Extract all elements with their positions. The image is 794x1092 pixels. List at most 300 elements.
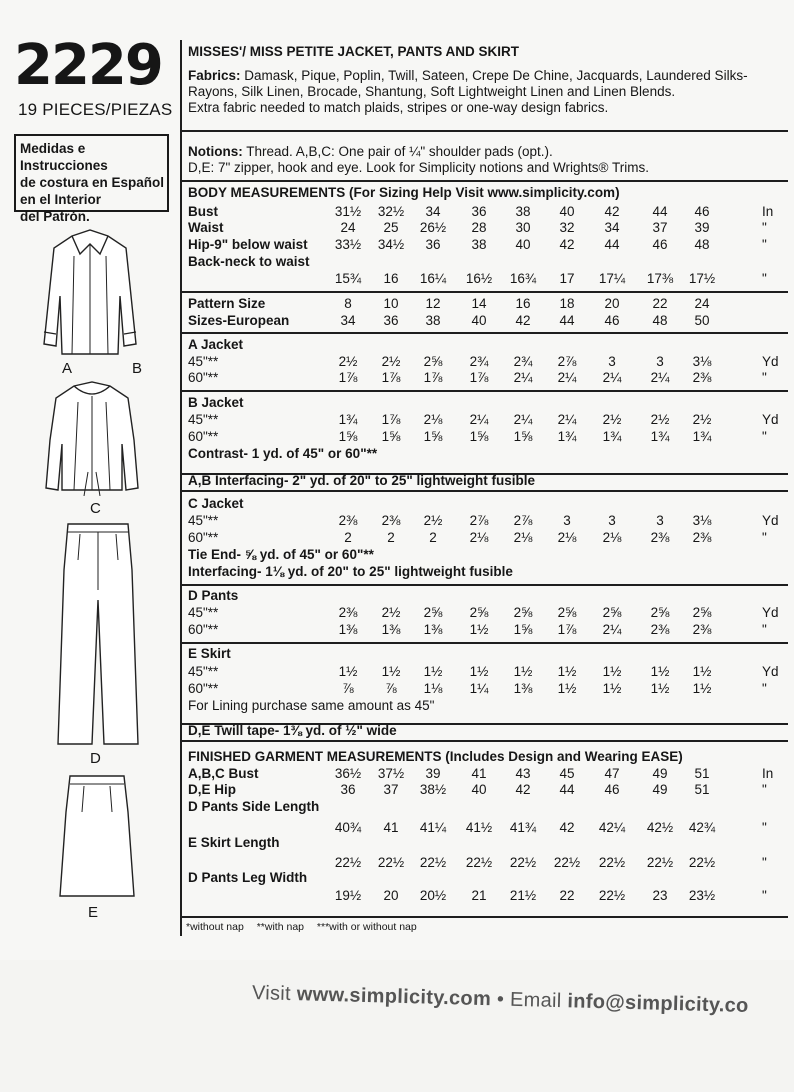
size-value: 44	[604, 237, 620, 252]
yardage-row	[188, 354, 788, 370]
unit: "	[762, 782, 767, 797]
size-value: 1½	[557, 664, 577, 679]
size-value: 2½	[650, 412, 670, 427]
row-label: A,B,C Bust	[188, 766, 259, 781]
size-value: 34½	[377, 237, 405, 252]
row-label: D Pants Side Length	[188, 799, 320, 814]
finished-measurement-row	[188, 888, 788, 904]
divider	[182, 180, 788, 182]
unit: "	[762, 888, 767, 903]
size-value: 2⅜	[338, 605, 358, 620]
size-value: 1¼	[469, 681, 489, 696]
size-value: 41¾	[509, 820, 537, 835]
size-value: 1½	[513, 664, 533, 679]
footer-contact	[252, 982, 749, 1018]
yardage-row	[188, 605, 788, 621]
size-value: 1½	[338, 664, 358, 679]
size-value: 46	[694, 204, 710, 219]
size-value: 40	[559, 204, 575, 219]
size-value: 39	[694, 220, 710, 235]
size-value: 38	[515, 204, 531, 219]
size-value: 45	[559, 766, 575, 781]
unit: "	[762, 271, 767, 286]
size-value: 1¾	[557, 429, 577, 444]
size-value: 1⅞	[423, 370, 443, 385]
european-size-row	[188, 313, 788, 329]
row-label: 60"**	[188, 530, 219, 545]
size-value: 37½	[377, 766, 405, 781]
size-value: 1⅞	[557, 622, 577, 637]
footnote: ***with or without nap	[316, 921, 417, 933]
spanish-line: Medidas e Instrucciones	[20, 141, 108, 173]
size-value: 17½	[688, 271, 716, 286]
size-value: 16¾	[509, 271, 537, 286]
size-value: 51	[694, 782, 710, 797]
size-value: 2½	[381, 605, 401, 620]
unit: In	[762, 766, 774, 781]
body-measurement-row	[188, 254, 788, 270]
unit: Yd	[762, 664, 779, 679]
table-left-border	[180, 40, 182, 936]
pattern-size-row	[188, 296, 788, 312]
row-label: 45"**	[188, 513, 219, 528]
body-measurement-row	[188, 271, 788, 287]
size-value: 20	[383, 888, 399, 903]
size-value: 16½	[465, 271, 493, 286]
size-value: 22½	[465, 855, 493, 870]
unit: "	[762, 622, 767, 637]
unit: In	[762, 204, 774, 219]
fabrics-label: Fabrics:	[188, 68, 241, 83]
size-value: 22½	[334, 855, 362, 870]
size-value: 2⅝	[650, 605, 670, 620]
view-letter-c: C	[90, 500, 101, 517]
yardage-row	[188, 429, 788, 445]
footnotes	[186, 921, 427, 933]
size-value: 16	[515, 296, 531, 311]
unit: "	[762, 370, 767, 385]
size-value: 3	[656, 354, 664, 369]
size-value: 1½	[602, 664, 622, 679]
size-value: 26½	[419, 220, 447, 235]
size-value: 17¼	[598, 271, 626, 286]
size-value: 16¼	[419, 271, 447, 286]
size-value: 38	[425, 313, 441, 328]
pattern-number: 2229	[14, 33, 162, 98]
size-value: 46	[604, 782, 620, 797]
e-lining-note: For Lining purchase same amount as 45"	[188, 698, 435, 713]
view-letter-e: E	[88, 904, 99, 921]
email-label: Email	[509, 988, 562, 1013]
size-value: 34	[604, 220, 620, 235]
size-value: 2⅛	[423, 412, 443, 427]
size-value: 36	[425, 237, 441, 252]
size-value: 17⅜	[646, 271, 674, 286]
size-value: 49	[652, 766, 668, 781]
size-value: 22½	[509, 855, 537, 870]
size-value: 42¾	[688, 820, 716, 835]
row-label: Back-neck to waist	[188, 254, 310, 269]
size-value: 22	[559, 888, 575, 903]
view-letter-a: A	[62, 360, 73, 377]
size-value: 22½	[553, 855, 581, 870]
jacket-c-illustration	[32, 378, 152, 496]
a-jacket-heading: A Jacket	[188, 337, 244, 352]
size-value: 41¼	[419, 820, 447, 835]
size-value: 51	[694, 766, 710, 781]
size-value: 2⅛	[557, 530, 577, 545]
size-value: 2⅝	[602, 605, 622, 620]
row-label: Sizes-European	[188, 313, 290, 328]
spanish-line: del Patrón.	[20, 209, 90, 224]
size-value: 22½	[377, 855, 405, 870]
size-value: 25	[383, 220, 399, 235]
size-value: 2¼	[557, 412, 577, 427]
size-value: 40¾	[334, 820, 362, 835]
size-value: 21	[471, 888, 487, 903]
size-value: 47	[604, 766, 620, 781]
size-value: 1¾	[338, 412, 358, 427]
size-value: 41	[471, 766, 487, 781]
size-value: 28	[471, 220, 487, 235]
size-value: 1⅜	[338, 622, 358, 637]
size-value: 48	[652, 313, 668, 328]
size-value: 23	[652, 888, 668, 903]
size-value: 48	[694, 237, 710, 252]
size-value: 42½	[646, 820, 674, 835]
unit: "	[762, 855, 767, 870]
size-value: 3	[608, 513, 616, 528]
row-label: 60"**	[188, 681, 219, 696]
size-value: 22½	[688, 855, 716, 870]
body-measurement-row	[188, 204, 788, 220]
size-value: 36	[471, 204, 487, 219]
size-value: 12	[425, 296, 441, 311]
row-label: 60"**	[188, 370, 219, 385]
size-value: 1½	[469, 622, 489, 637]
size-value: 2½	[381, 354, 401, 369]
size-value: 2⅜	[650, 530, 670, 545]
divider	[182, 642, 788, 644]
visit-label: Visit	[251, 982, 292, 1006]
footnote: **with nap	[256, 921, 304, 933]
unit: Yd	[762, 513, 779, 528]
size-value: 42	[515, 782, 531, 797]
size-value: 2¼	[602, 370, 622, 385]
size-value: 2⅛	[513, 530, 533, 545]
size-value: 41½	[465, 820, 493, 835]
size-value: 1½	[692, 681, 712, 696]
size-value: 2¼	[557, 370, 577, 385]
c-interfacing: Interfacing- 1⅛ yd. of 20" to 25" lightweight fusible	[188, 564, 513, 579]
size-value: ⅞	[342, 681, 354, 696]
finished-measurement-row	[188, 799, 788, 815]
size-value: 2⅜	[692, 622, 712, 637]
size-value: 2¼	[513, 412, 533, 427]
size-value: 22½	[598, 855, 626, 870]
size-value: 2⅜	[692, 530, 712, 545]
unit: Yd	[762, 354, 779, 369]
size-value: 24	[340, 220, 356, 235]
ab-interfacing: A,B Interfacing- 2" yd. of 20" to 25" lightweight fusible	[188, 473, 535, 488]
size-value: 17	[559, 271, 575, 286]
row-label: E Skirt Length	[188, 835, 280, 850]
pants-d-illustration	[56, 520, 140, 748]
notions-label: Notions:	[188, 144, 243, 159]
size-value: 1⅛	[423, 681, 443, 696]
size-value: 20½	[419, 888, 447, 903]
size-value: 32½	[377, 204, 405, 219]
divider	[182, 332, 788, 334]
finished-measurement-row	[188, 870, 788, 886]
size-value: 10	[383, 296, 399, 311]
size-value: 40	[515, 237, 531, 252]
pattern-title: MISSES'/ MISS PETITE JACKET, PANTS AND SKIRT	[188, 44, 520, 59]
finished-measurement-row	[188, 820, 788, 836]
size-value: 2¼	[602, 622, 622, 637]
size-value: 2	[344, 530, 352, 545]
size-value: 1½	[692, 664, 712, 679]
yardage-row	[188, 622, 788, 638]
row-label: Waist	[188, 220, 224, 235]
yardage-row	[188, 530, 788, 546]
size-value: 1½	[381, 664, 401, 679]
notions-line: D,E: 7" zipper, hook and eye. Look for Simplicity notions and Wrights® Trims.	[188, 160, 649, 175]
size-value: 42	[559, 237, 575, 252]
row-label: 60"**	[188, 429, 219, 444]
unit: "	[762, 820, 767, 835]
size-value: 46	[652, 237, 668, 252]
view-letter-b: B	[132, 360, 143, 377]
size-value: 24	[694, 296, 710, 311]
row-label: Bust	[188, 204, 218, 219]
size-value: 18	[559, 296, 575, 311]
fabrics-line: Extra fabric needed to match plaids, stripes or one-way design fabrics.	[188, 100, 609, 115]
size-value: 2⅜	[692, 370, 712, 385]
size-value: 34	[425, 204, 441, 219]
size-value: 1⅞	[381, 412, 401, 427]
unit: "	[762, 681, 767, 696]
size-value: 22½	[419, 855, 447, 870]
size-value: 30	[515, 220, 531, 235]
size-value: 43	[515, 766, 531, 781]
size-value: 1⅝	[381, 429, 401, 444]
divider	[182, 490, 788, 492]
spanish-instructions-box	[14, 134, 169, 224]
size-value: 1⅝	[338, 429, 358, 444]
fabrics-line: Damask, Pique, Poplin, Twill, Sateen, Crepe De Chine, Jacquards, Laundered Silks-	[244, 68, 748, 83]
fabrics-block	[188, 68, 788, 116]
finished-measurements-heading: FINISHED GARMENT MEASUREMENTS (Includes Design and Wearing EASE)	[188, 749, 683, 764]
size-value: 44	[559, 313, 575, 328]
row-label: 60"**	[188, 622, 219, 637]
size-value: 2¾	[513, 354, 533, 369]
size-value: 2⅝	[423, 354, 443, 369]
size-value: 2⅛	[469, 530, 489, 545]
row-label: 45"**	[188, 664, 219, 679]
divider	[182, 916, 788, 918]
size-value: 42	[559, 820, 575, 835]
finished-measurement-row	[188, 855, 788, 871]
body-measurements-heading: BODY MEASUREMENTS (For Sizing Help Visit www.simplicity.com)	[188, 185, 620, 200]
size-value: 1½	[650, 681, 670, 696]
size-value: 1¾	[692, 429, 712, 444]
size-value: 1⅜	[381, 622, 401, 637]
size-value: 41	[383, 820, 399, 835]
size-value: 2⅝	[469, 605, 489, 620]
size-value: 8	[344, 296, 352, 311]
size-value: 38½	[419, 782, 447, 797]
size-value: 2½	[338, 354, 358, 369]
size-value: 3	[656, 513, 664, 528]
spanish-line: en el Interior	[20, 192, 102, 207]
size-value: 2¼	[650, 370, 670, 385]
b-jacket-heading: B Jacket	[188, 395, 244, 410]
size-value: 2	[429, 530, 437, 545]
c-jacket-heading: C Jacket	[188, 496, 244, 511]
size-value: 42¼	[598, 820, 626, 835]
size-value: 2½	[602, 412, 622, 427]
size-value: 3	[608, 354, 616, 369]
yardage-row	[188, 412, 788, 428]
finished-measurement-row	[188, 782, 788, 798]
size-value: 2⅛	[602, 530, 622, 545]
size-value: 2⅜	[381, 513, 401, 528]
row-label: 45"**	[188, 412, 219, 427]
size-value: 49	[652, 782, 668, 797]
size-value: 1⅝	[423, 429, 443, 444]
divider	[182, 390, 788, 392]
yardage-row	[188, 681, 788, 697]
size-value: 20	[604, 296, 620, 311]
footnote: *without nap	[186, 921, 244, 933]
fabrics-line: Rayons, Silk Linen, Brocade, Shantung, Soft Lightweight Linen and Linen Blends.	[188, 84, 676, 99]
size-value: 1½	[557, 681, 577, 696]
size-value: 21½	[509, 888, 537, 903]
b-contrast: Contrast- 1 yd. of 45" or 60"**	[188, 446, 378, 461]
notions-block	[188, 144, 788, 176]
size-value: 19½	[334, 888, 362, 903]
size-value: 46	[604, 313, 620, 328]
view-letter-d: D	[90, 750, 101, 767]
size-value: 1¾	[602, 429, 622, 444]
size-value: 2½	[423, 513, 443, 528]
row-label: D,E Hip	[188, 782, 237, 797]
size-value: 39	[425, 766, 441, 781]
size-value: 1½	[650, 664, 670, 679]
finished-measurement-row	[188, 835, 788, 851]
unit: "	[762, 237, 767, 252]
size-value: 1⅜	[423, 622, 443, 637]
size-value: 1¾	[650, 429, 670, 444]
yardage-row	[188, 513, 788, 529]
size-value: 2½	[692, 412, 712, 427]
size-value: 2⅜	[338, 513, 358, 528]
website-link[interactable]: www.simplicity.com	[296, 983, 492, 1011]
yardage-row	[188, 664, 788, 680]
size-value: 38	[471, 237, 487, 252]
size-value: 3	[563, 513, 571, 528]
body-measurement-row	[188, 237, 788, 253]
size-value: 2⅜	[650, 622, 670, 637]
size-value: 42	[515, 313, 531, 328]
size-value: 2⅞	[469, 513, 489, 528]
size-value: 3⅛	[692, 513, 712, 528]
size-value: 36	[383, 313, 399, 328]
size-value: 31½	[334, 204, 362, 219]
unit: "	[762, 530, 767, 545]
email-link[interactable]: info@simplicity.co	[567, 990, 749, 1018]
size-value: 34	[340, 313, 356, 328]
c-tie-end: Tie End- ⅝ yd. of 45" or 60"**	[188, 547, 374, 562]
size-value: 1½	[602, 681, 622, 696]
size-value: 2¼	[513, 370, 533, 385]
size-value: 37	[652, 220, 668, 235]
e-skirt-heading: E Skirt	[188, 646, 231, 661]
d-pants-heading: D Pants	[188, 588, 239, 603]
divider	[182, 740, 788, 742]
size-value: 2	[387, 530, 395, 545]
size-value: 2⅝	[692, 605, 712, 620]
size-value: 2⅞	[557, 354, 577, 369]
size-value: 2⅝	[557, 605, 577, 620]
row-label: 45"**	[188, 605, 219, 620]
yardage-row	[188, 370, 788, 386]
size-value: 14	[471, 296, 487, 311]
size-value: 36	[340, 782, 356, 797]
divider	[182, 584, 788, 586]
size-value: 40	[471, 782, 487, 797]
row-label: Pattern Size	[188, 296, 266, 311]
size-value: 1⅞	[381, 370, 401, 385]
body-measurement-row	[188, 220, 788, 236]
size-value: 1½	[469, 664, 489, 679]
unit: "	[762, 220, 767, 235]
size-value: 1⅞	[338, 370, 358, 385]
unit: "	[762, 429, 767, 444]
size-value: 3⅛	[692, 354, 712, 369]
jacket-ab-illustration	[30, 226, 150, 358]
size-value: 15¾	[334, 271, 362, 286]
separator: •	[496, 988, 505, 1011]
size-value: 2¾	[469, 354, 489, 369]
size-value: 22½	[646, 855, 674, 870]
size-value: 2⅝	[423, 605, 443, 620]
size-value: 1⅝	[469, 429, 489, 444]
row-label: Hip-9" below waist	[188, 237, 308, 252]
size-value: 22½	[598, 888, 626, 903]
size-value: 1⅝	[513, 622, 533, 637]
unit: Yd	[762, 412, 779, 427]
pieces-count: 19 PIECES/PIEZAS	[18, 100, 173, 119]
size-value: ⅞	[385, 681, 397, 696]
size-value: 33½	[334, 237, 362, 252]
row-label: 45"**	[188, 354, 219, 369]
size-value: 42	[604, 204, 620, 219]
size-value: 44	[559, 782, 575, 797]
divider	[182, 291, 788, 293]
size-value: 2¼	[469, 412, 489, 427]
row-label: D Pants Leg Width	[188, 870, 308, 885]
finished-measurement-row	[188, 766, 788, 782]
size-value: 2⅝	[513, 605, 533, 620]
spanish-line: de costura en Español	[20, 175, 165, 190]
unit: Yd	[762, 605, 779, 620]
size-value: 44	[652, 204, 668, 219]
notions-line: Thread. A,B,C: One pair of ¼" shoulder pads (opt.).	[246, 144, 553, 159]
twill-tape: D,E Twill tape- 1⅜ yd. of ½" wide	[188, 723, 397, 738]
size-value: 40	[471, 313, 487, 328]
